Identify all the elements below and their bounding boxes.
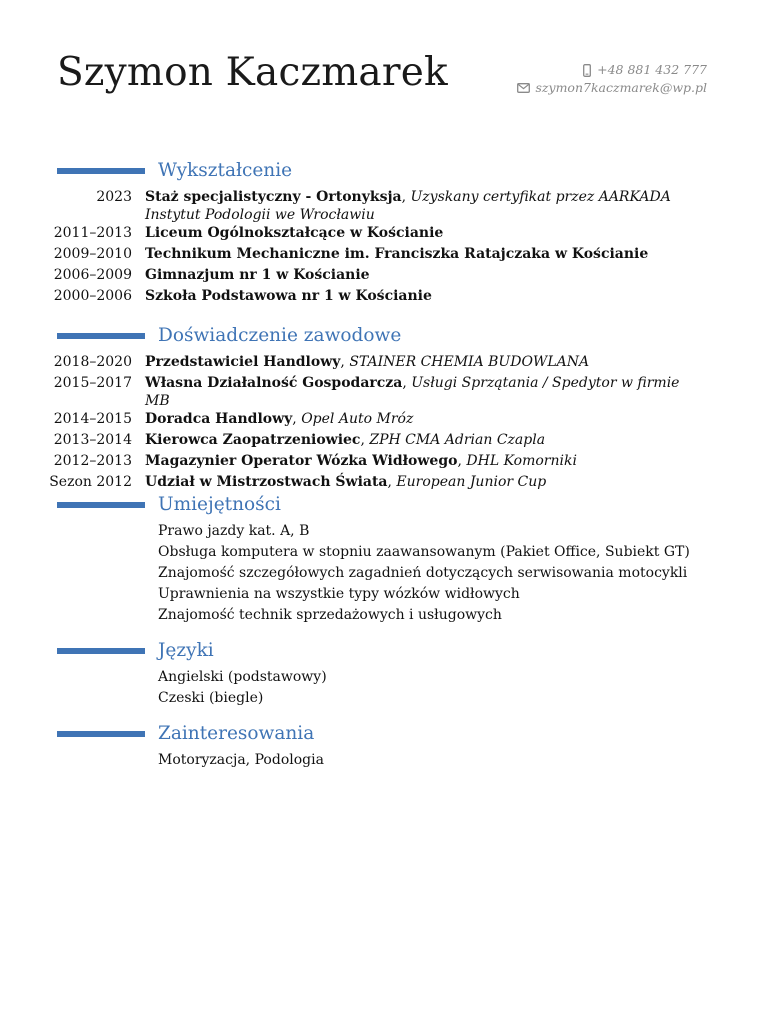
entry-separator: , bbox=[402, 375, 412, 391]
education-entries bbox=[0, 188, 768, 308]
entry-title: Szkoła Podstawowa nr 1 w Kościanie bbox=[145, 288, 432, 304]
section-title: Wykształcenie bbox=[158, 160, 293, 181]
list-item: Uprawnienia na wszystkie typy wózków widłowych bbox=[158, 586, 520, 602]
entry-date: 2023 bbox=[96, 189, 132, 205]
entry-title: Staż specjalistyczny - Ortonyksja bbox=[145, 189, 402, 205]
entry-separator: , bbox=[387, 474, 397, 490]
entry-title: Gimnazjum nr 1 w Kościanie bbox=[145, 267, 370, 283]
entry-date: 2015–2017 bbox=[53, 375, 132, 391]
entry-detail: ZPH CMA Adrian Czapla bbox=[369, 432, 546, 448]
list-item: Prawo jazdy kat. A, B bbox=[158, 523, 310, 539]
entry-detail: STAINER CHEMIA BUDOWLANA bbox=[349, 354, 590, 370]
entry-date: 2011–2013 bbox=[53, 225, 132, 241]
entry-separator: , bbox=[292, 411, 302, 427]
list-item: Angielski (podstawowy) bbox=[158, 669, 327, 685]
interests-list bbox=[0, 751, 768, 772]
entry-body bbox=[145, 431, 700, 452]
entry-row bbox=[0, 431, 768, 452]
phone-number[interactable]: +48 881 432 777 bbox=[597, 62, 707, 77]
entry-row bbox=[0, 224, 768, 245]
entry-row bbox=[0, 287, 768, 308]
entry-detail: European Junior Cup bbox=[396, 474, 547, 490]
skills-section bbox=[0, 494, 768, 627]
entry-separator: , bbox=[360, 432, 370, 448]
entry-row bbox=[0, 410, 768, 431]
mobile-phone-icon bbox=[583, 64, 591, 77]
entry-row bbox=[0, 452, 768, 473]
entry-title: Przedstawiciel Handlowy bbox=[145, 354, 341, 370]
person-name: Szymon Kaczmarek bbox=[57, 50, 448, 95]
section-accent-bar bbox=[57, 648, 145, 654]
entry-title: Kierowca Zaopatrzeniowiec bbox=[145, 432, 361, 448]
entry-body bbox=[145, 410, 700, 431]
experience-section bbox=[0, 325, 768, 494]
section-title: Umiejętności bbox=[158, 494, 281, 515]
entry-date: 2006–2009 bbox=[53, 267, 132, 283]
education-section bbox=[0, 160, 768, 308]
email-line bbox=[517, 79, 707, 97]
entry-date: 2000–2006 bbox=[53, 288, 132, 304]
entry-title: Doradca Handlowy bbox=[145, 411, 293, 427]
entry-row bbox=[0, 473, 768, 494]
entry-date: 2014–2015 bbox=[53, 411, 132, 427]
entry-row bbox=[0, 353, 768, 374]
list-item: Czeski (biegle) bbox=[158, 690, 264, 706]
envelope-icon bbox=[517, 83, 530, 93]
interests-section bbox=[0, 723, 768, 772]
entry-body bbox=[145, 245, 700, 266]
skills-list bbox=[0, 522, 768, 627]
entry-separator: , bbox=[401, 189, 411, 205]
entry-row bbox=[0, 245, 768, 266]
entry-title: Udział w Mistrzostwach Świata bbox=[145, 474, 388, 490]
list-item: Znajomość szczegółowych zagadnień dotyczących serwisowania motocykli bbox=[158, 565, 688, 581]
entry-body bbox=[145, 374, 700, 410]
experience-entries bbox=[0, 353, 768, 494]
section-accent-bar bbox=[57, 731, 145, 737]
entry-body bbox=[145, 287, 700, 308]
contact-info bbox=[517, 61, 707, 97]
entry-detail: DHL Komorniki bbox=[466, 453, 577, 469]
entry-title: Technikum Mechaniczne im. Franciszka Ratajczaka w Kościanie bbox=[145, 246, 649, 262]
entry-date: Sezon 2012 bbox=[49, 474, 132, 490]
section-title: Doświadczenie zawodowe bbox=[158, 325, 402, 346]
languages-section bbox=[0, 640, 768, 710]
section-title: Języki bbox=[158, 640, 214, 661]
entry-title: Własna Działalność Gospodarcza bbox=[145, 375, 403, 391]
entry-body bbox=[145, 188, 700, 224]
list-item: Obsługa komputera w stopniu zaawansowanym (Pakiet Office, Subiekt GT) bbox=[158, 544, 690, 560]
email-address[interactable]: szymon7kaczmarek@wp.pl bbox=[535, 80, 707, 95]
section-accent-bar bbox=[57, 168, 145, 174]
entry-body bbox=[145, 266, 700, 287]
entry-body bbox=[145, 353, 700, 374]
entry-row bbox=[0, 188, 768, 224]
entry-body bbox=[145, 473, 700, 494]
entry-body bbox=[145, 452, 700, 473]
list-item: Znajomość technik sprzedażowych i usługowych bbox=[158, 607, 502, 623]
phone-line bbox=[517, 61, 707, 79]
entry-row bbox=[0, 266, 768, 287]
entry-body bbox=[145, 224, 700, 245]
languages-list bbox=[0, 668, 768, 710]
entry-detail: Usługi Sprzątania / Spedytor w firmie MB bbox=[145, 375, 680, 409]
entry-title: Magazynier Operator Wózka Widłowego bbox=[145, 453, 458, 469]
section-accent-bar bbox=[57, 333, 145, 339]
section-accent-bar bbox=[57, 502, 145, 508]
entry-title: Liceum Ogólnokształcące w Kościanie bbox=[145, 225, 444, 241]
entry-date: 2018–2020 bbox=[53, 354, 132, 370]
entry-separator: , bbox=[457, 453, 467, 469]
list-item: Motoryzacja, Podologia bbox=[158, 752, 324, 768]
entry-date: 2013–2014 bbox=[53, 432, 132, 448]
entry-separator: , bbox=[340, 354, 350, 370]
entry-date: 2009–2010 bbox=[53, 246, 132, 262]
entry-detail: Opel Auto Mróz bbox=[301, 411, 414, 427]
entry-date: 2012–2013 bbox=[53, 453, 132, 469]
section-title: Zainteresowania bbox=[158, 723, 315, 744]
entry-detail: Uzyskany certyfikat przez AARKADA Instytut Podologii we Wrocławiu bbox=[145, 189, 671, 223]
entry-row bbox=[0, 374, 768, 410]
